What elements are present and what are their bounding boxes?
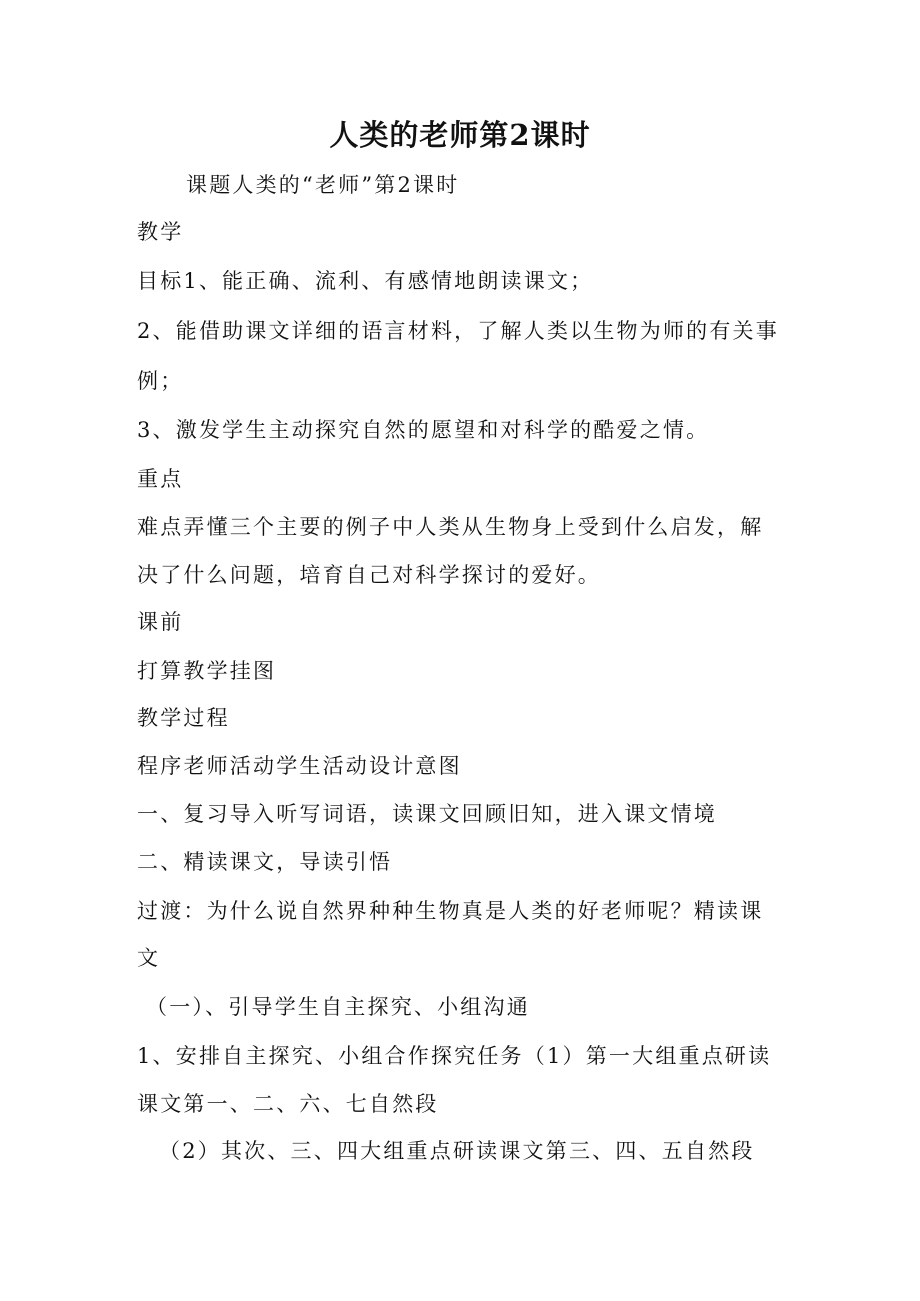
text-line: 重点	[137, 467, 184, 491]
text-line: （一）、引导学生自主探究、小组沟通	[146, 995, 530, 1019]
text-line: 打算教学挂图	[137, 659, 277, 683]
text-line: 决了什么问题，培育自己对科学探讨的爱好。	[137, 563, 601, 587]
text-line: 例；	[137, 369, 184, 393]
text-line: 难点弄懂三个主要的例子中人类从生物身上受到什么启发，解	[137, 515, 764, 539]
text-line: 3、激发学生主动探究自然的愿望和对科学的酷爱之情。	[137, 418, 710, 442]
text-line: 程序老师活动学生活动设计意图	[137, 754, 462, 778]
text-line: 目标1、能正确、流利、有感情地朗读课文；	[137, 269, 594, 293]
text-line: 教学过程	[137, 706, 230, 730]
text-line: 教学	[137, 220, 184, 244]
text-line: 文	[137, 946, 161, 970]
page-title: 人类的老师第2课时	[329, 118, 591, 152]
text-line: 过渡：为什么说自然界种种生物真是人类的好老师呢？精读课	[137, 899, 764, 923]
text-line: 1、安排自主探究、小组合作探究任务（1）第一大组重点研读	[137, 1044, 772, 1068]
lesson-subtitle: 课题人类的“老师”第2课时	[186, 173, 460, 197]
text-line: 2、能借助课文详细的语言材料，了解人类以生物为师的有关事	[137, 319, 779, 343]
text-line: 课文第一、二、六、七自然段	[137, 1092, 439, 1116]
text-line: 二、精读课文，导读引悟	[137, 850, 393, 874]
text-line: 一、复习导入听写词语，读课文回顾旧知，进入课文情境	[137, 802, 717, 826]
text-line: （2）其次、三、四大组重点研读课文第三、四、五自然段	[159, 1139, 755, 1163]
text-line: 课前	[137, 610, 184, 634]
